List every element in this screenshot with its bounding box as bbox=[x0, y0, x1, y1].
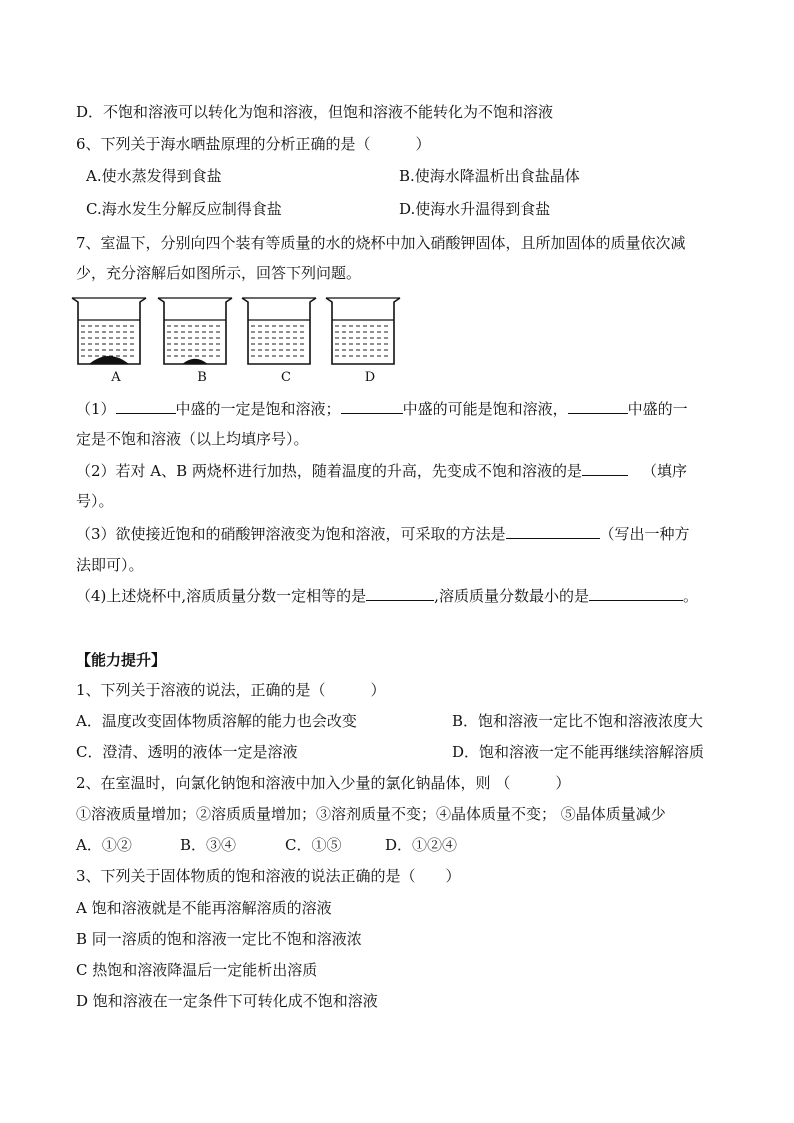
q7-part4-blank2[interactable] bbox=[589, 586, 683, 601]
q7-part1-blank3[interactable] bbox=[568, 399, 628, 414]
n2-option-d: D．①②④ bbox=[385, 836, 458, 854]
n3-stem: 3、下列关于固体物质的饱和溶液的说法正确的是（ ） bbox=[76, 867, 461, 885]
q7-part1-text1: 中盛的一定是饱和溶液； bbox=[175, 400, 341, 418]
beaker-c bbox=[242, 298, 316, 364]
beaker-label-d: D bbox=[364, 370, 376, 385]
n1-stem: 1、下列关于溶液的说法，正确的是（ ） bbox=[76, 681, 386, 699]
q7-part3-line1 bbox=[76, 524, 690, 544]
undissolved-solid bbox=[182, 359, 208, 364]
q7-part1-line1 bbox=[76, 399, 688, 419]
n2-option-a: A．①② bbox=[76, 836, 132, 854]
beaker-outline bbox=[242, 298, 316, 364]
q7-part2-text1: （2）若对 A、B 两烧杯进行加热，随着温度的升高，先变成不饱和溶液的是 bbox=[76, 462, 582, 480]
beaker-outline bbox=[158, 298, 232, 364]
beaker-label-c: C bbox=[281, 370, 291, 385]
beaker-b bbox=[158, 298, 232, 364]
q7-stem-line2: 少，充分溶解后如图所示，回答下列问题。 bbox=[76, 264, 362, 282]
undissolved-solid bbox=[89, 356, 129, 364]
q7-stem-line1: 7、室温下，分别向四个装有等质量的水的烧杯中加入硝酸钾固体，且所加固体的质量依次减 bbox=[76, 234, 686, 252]
n1-option-a: A．温度改变固体物质溶解的能力也会改变 bbox=[76, 712, 357, 730]
beaker-d bbox=[326, 298, 400, 364]
q7-part2-line1 bbox=[76, 461, 687, 481]
n1-option-c: C．澄清、透明的液体一定是溶液 bbox=[76, 743, 298, 761]
q7-part3-line2: 法即可）。 bbox=[76, 556, 144, 574]
q7-part2-text2: （填序 bbox=[641, 462, 687, 480]
q6-option-c: C.海水发生分解反应制得食盐 bbox=[86, 200, 282, 218]
section-title: 【能力提升】 bbox=[76, 651, 167, 669]
q7-part4-text1: （4)上述烧杯中,溶质质量分数一定相等的是 bbox=[76, 587, 367, 605]
q7-part1-line2: 定是不饱和溶液（以上均填序号）。 bbox=[76, 430, 309, 448]
q7-part4-line bbox=[76, 586, 698, 606]
q6-option-b: B.使海水降温析出食盐晶体 bbox=[399, 167, 580, 185]
q7-part4-text2: ,溶质质量分数最小的是 bbox=[434, 587, 589, 605]
n2-items: ①溶液质量增加；②溶质质量增加；③溶剂质量不变；④晶体质量不变； ⑤晶体质量减少 bbox=[76, 805, 666, 823]
n2-option-c: C．①⑤ bbox=[285, 836, 342, 854]
beaker-a bbox=[72, 298, 146, 364]
n2-option-b: B．③④ bbox=[180, 836, 237, 854]
beaker-label-a: A bbox=[111, 370, 121, 385]
n3-option-d: D 饱和溶液在一定条件下可转化成不饱和溶液 bbox=[76, 992, 378, 1010]
beakers-figure bbox=[70, 292, 410, 372]
q7-part3-blank[interactable] bbox=[506, 524, 600, 539]
q7-part1-blank2[interactable] bbox=[341, 399, 403, 414]
q7-part2-line2: 号）。 bbox=[76, 492, 114, 510]
q7-part3-text1: （3）欲使接近饱和的硝酸钾溶液变为饱和溶液，可采取的方法是 bbox=[76, 525, 506, 543]
n3-option-b: B 同一溶质的饱和溶液一定比不饱和溶液浓 bbox=[76, 930, 362, 948]
q7-part1-prefix: （1） bbox=[76, 400, 116, 418]
q6-option-d: D.使海水升温得到食盐 bbox=[399, 200, 551, 218]
q6-option-a: A.使水蒸发得到食盐 bbox=[86, 167, 222, 185]
n2-stem: 2、在室温时，向氯化钠饱和溶液中加入少量的氯化钠晶体，则 （ ） bbox=[76, 774, 571, 792]
n1-option-b: B．饱和溶液一定比不饱和溶液浓度大 bbox=[452, 712, 704, 730]
q6-stem: 6、下列关于海水晒盐原理的分析正确的是（ ） bbox=[76, 135, 431, 153]
q7-part1-text2: 中盛的可能是饱和溶液， bbox=[402, 400, 568, 418]
n1-option-d: D．饱和溶液一定不能再继续溶解溶质 bbox=[452, 743, 705, 761]
beaker-outline bbox=[72, 298, 146, 364]
q7-part4-text3: 。 bbox=[682, 587, 698, 605]
q5-option-d: D．不饱和溶液可以转化为饱和溶液，但饱和溶液不能转化为不饱和溶液 bbox=[76, 103, 554, 121]
beaker-label-b: B bbox=[197, 370, 207, 385]
q7-part2-blank[interactable] bbox=[582, 461, 628, 476]
q7-part1-text3: 中盛的一 bbox=[627, 400, 688, 418]
n3-option-c: C 热饱和溶液降温后一定能析出溶质 bbox=[76, 961, 318, 979]
q7-part3-text2: （写出一种方 bbox=[599, 525, 690, 543]
q7-part4-blank1[interactable] bbox=[366, 586, 434, 601]
q7-part1-blank1[interactable] bbox=[116, 399, 176, 414]
n3-option-a: A 饱和溶液就是不能再溶解溶质的溶液 bbox=[76, 899, 332, 917]
beaker-outline bbox=[326, 298, 400, 364]
